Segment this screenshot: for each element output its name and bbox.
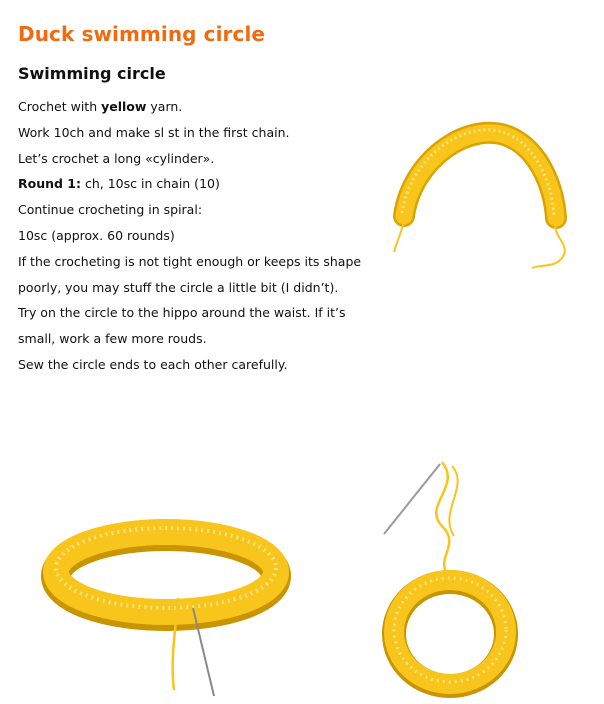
instruction-line: If the crocheting is not tight enough or keeps its shape poorly, you may stuff the circle a little bit (I didn’t). <box>18 253 362 295</box>
section-heading: Swimming circle <box>18 64 166 83</box>
yarn-color-bold: yellow <box>101 99 147 114</box>
instruction-line: 10sc (approx. 60 rounds) <box>18 227 175 243</box>
instruction-line <box>18 94 378 120</box>
crochet-cylinder-photo <box>382 118 582 278</box>
needle-ring-icon <box>342 456 562 700</box>
text-run: yarn. <box>146 99 183 114</box>
instruction-line: Work 10ch and make sl st in the first chain. <box>18 124 290 140</box>
crochet-ring-needle-photo <box>342 456 562 700</box>
instruction-line: Try on the circle to the hippo around the waist. If it’s small, work a few more rouds. <box>18 305 346 347</box>
instructions <box>18 94 378 378</box>
yarn-cylinder-icon <box>382 118 582 278</box>
yarn-ring-icon <box>38 458 298 700</box>
instruction-line: Continue crocheting in spiral: <box>18 202 203 218</box>
page-title: Duck swimming circle <box>18 22 266 46</box>
round-label: Round 1: <box>18 176 82 192</box>
text-run: ch, 10sc in chain (10) <box>81 176 220 192</box>
instruction-line: Sew the circle ends to each other carefully. <box>18 356 288 372</box>
crochet-ring-sewing-photo <box>38 458 298 700</box>
instruction-line: Let’s crochet a long «cylinder». <box>18 150 215 166</box>
text-run: Crochet with <box>18 99 102 114</box>
instruction-line <box>18 171 378 197</box>
